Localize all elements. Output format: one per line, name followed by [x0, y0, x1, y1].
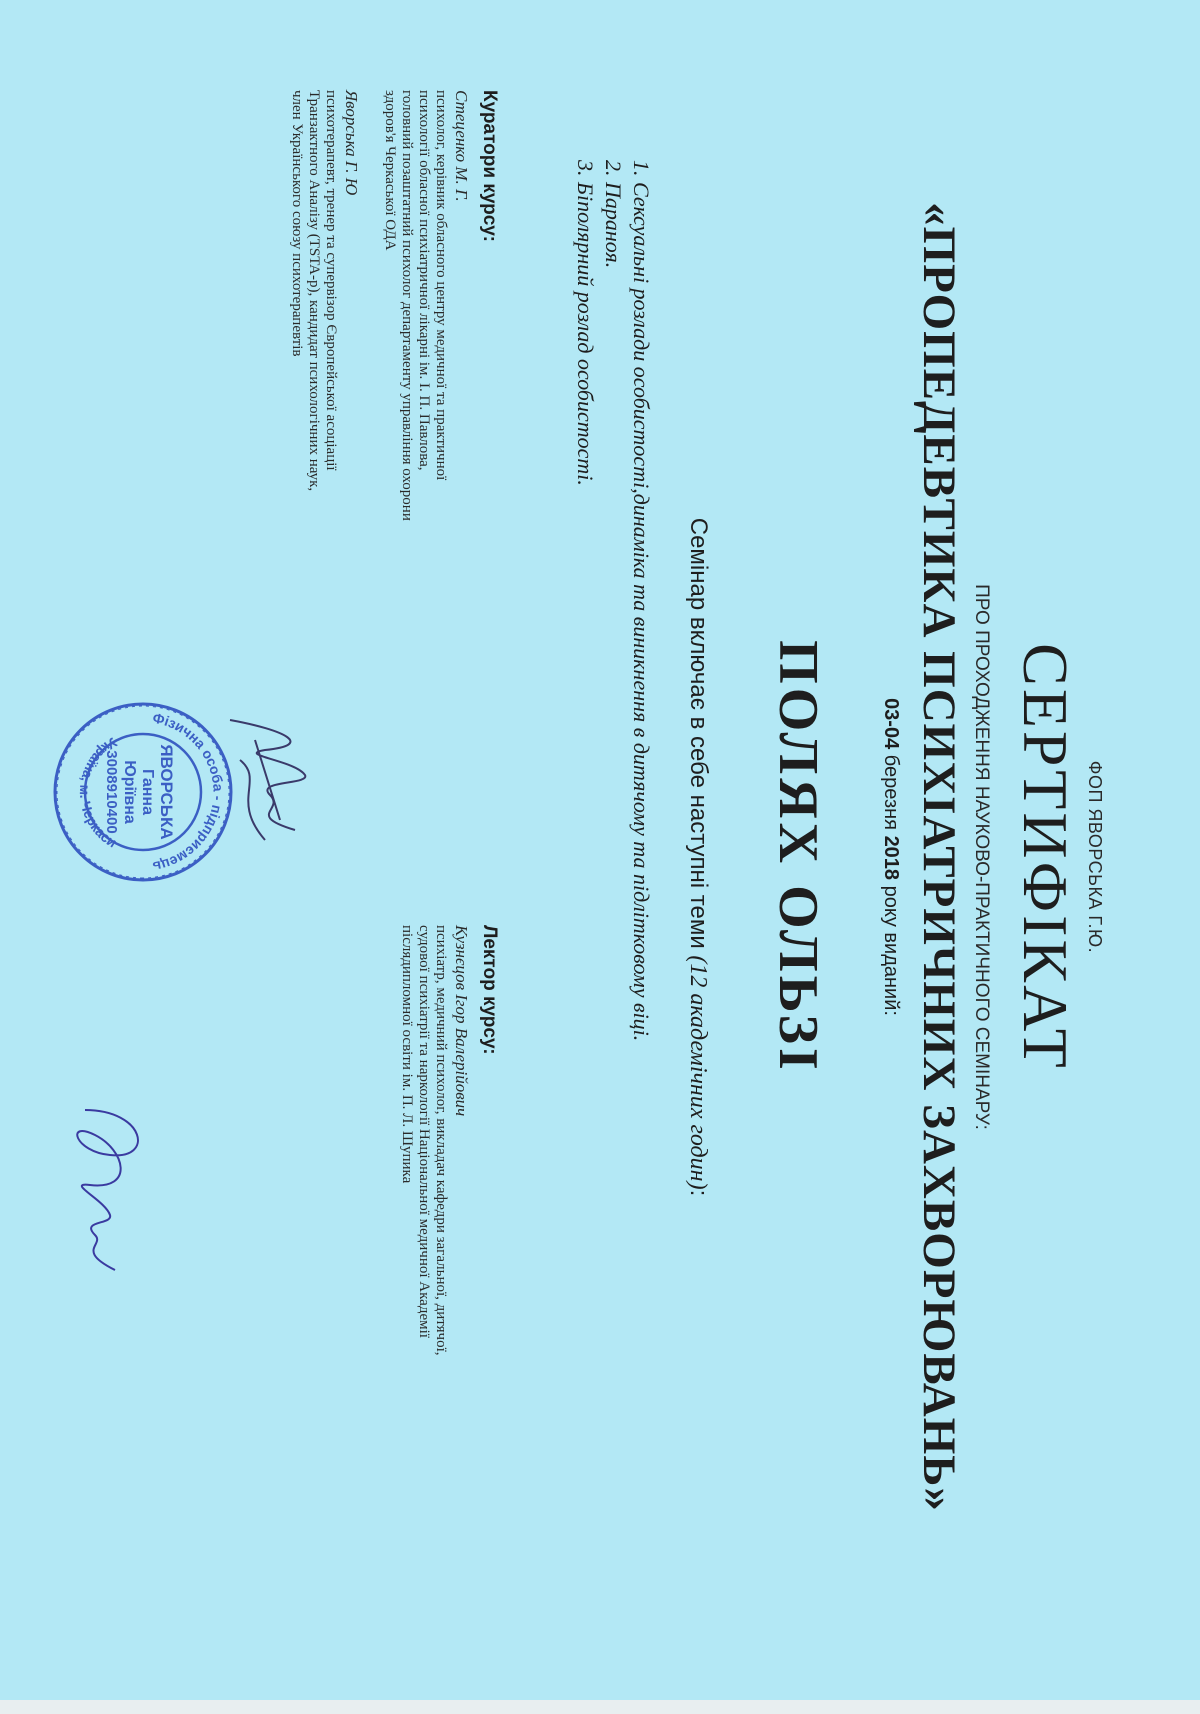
seminar-text: Семінар включає в себе наступні теми: [685, 517, 712, 949]
stamp-ring-top: Фізична особа - підприємець: [151, 709, 227, 876]
issuer-name: ФОП ЯВОРСЬКА Г.Ю.: [1085, 760, 1105, 954]
curator-1-line: психології обласної психіатричної лікарні ім. І. П. Павлова,: [416, 90, 432, 471]
seminar-intro: [684, 0, 712, 1714]
lecturer-line: післядипломної освіти ім. П. Л. Шупика: [399, 925, 415, 1184]
dates-year: 2018: [880, 835, 902, 881]
dates-month: березня: [880, 754, 902, 830]
seminar-colon: :: [685, 1189, 712, 1197]
curator-1: [381, 90, 470, 521]
lecturer-line: судової психіатрії та наркології Національної медичної Академії: [416, 925, 432, 1338]
dates-days: 03-04: [880, 698, 902, 750]
seminar-hours: (12 академічних годин): [685, 955, 711, 1190]
lecturer-heading: Лектор курсу:: [479, 925, 500, 1055]
curator-1-line: здоров'я Черкаської ОДА: [382, 90, 398, 251]
topic-item: 2. Параноя.: [601, 160, 626, 269]
official-stamp: [50, 700, 235, 885]
stamp-line4: 3008910400: [103, 750, 120, 834]
lecturer-signature: [45, 1100, 165, 1280]
course-dates: [879, 0, 902, 1714]
course-title: «ПРОПЕДЕВТИКА ПСИХІАТРИЧНИХ ЗАХВОРЮВАНЬ»: [913, 202, 965, 1512]
stamp-line2: Ганна: [139, 769, 156, 815]
curator-2-line: психотерапевт, тренер та супервізор Європейської асоціації: [323, 90, 339, 471]
topic-item: 1. Сексуальні розлади особистості,динаміка та виникнення в дитячому та підлітковому віці.: [629, 160, 654, 1042]
topic-item: 3. Біполярний розлад особистості.: [573, 160, 598, 486]
lecturer-name: Кузнєцов Ігор Валерійович: [452, 925, 471, 1117]
curators-heading: Куратори курсу:: [479, 90, 500, 242]
curator-2: [288, 90, 360, 491]
scan-edge: [0, 1700, 1200, 1714]
dates-tail: року виданий:: [880, 885, 902, 1016]
stamp-ring-bottom: Україна, м. Черкаси: [76, 734, 120, 851]
stamp-line3: Юріївна: [121, 760, 138, 824]
curator-2-line: член Українського союзу психотерапевтів: [289, 90, 305, 357]
topics-list: [571, 160, 655, 1041]
lecturer-info: [398, 925, 470, 1356]
curator-1-line: психолог, керівник обласного центру медичної та практичної: [433, 90, 449, 481]
curator-2-name: Яворська Г. Ю: [342, 90, 361, 196]
certificate-title: СЕРТИФІКАТ: [1010, 643, 1081, 1071]
recipient-name: ПОЛЯХ ОЛЬЗІ: [767, 640, 829, 1074]
curator-1-line: головний позаштатний психолог департаменту управління охорони: [399, 90, 415, 521]
stamp-line1: ЯВОРСЬКА: [157, 744, 176, 840]
curator-2-line: Транзактного Аналізу (TSTA-p), кандидат психологічних наук,: [306, 90, 322, 492]
lecturer-line: психіатр, медичний психолог, викладач кафедри загальної, дитячої,: [433, 925, 449, 1356]
certificate-subtitle: ПРО ПРОХОДЖЕННЯ НАУКОВО-ПРАКТИЧНОГО СЕМІНАРУ:: [971, 584, 992, 1130]
curator-1-name: Стеценко М. Г.: [452, 90, 471, 202]
